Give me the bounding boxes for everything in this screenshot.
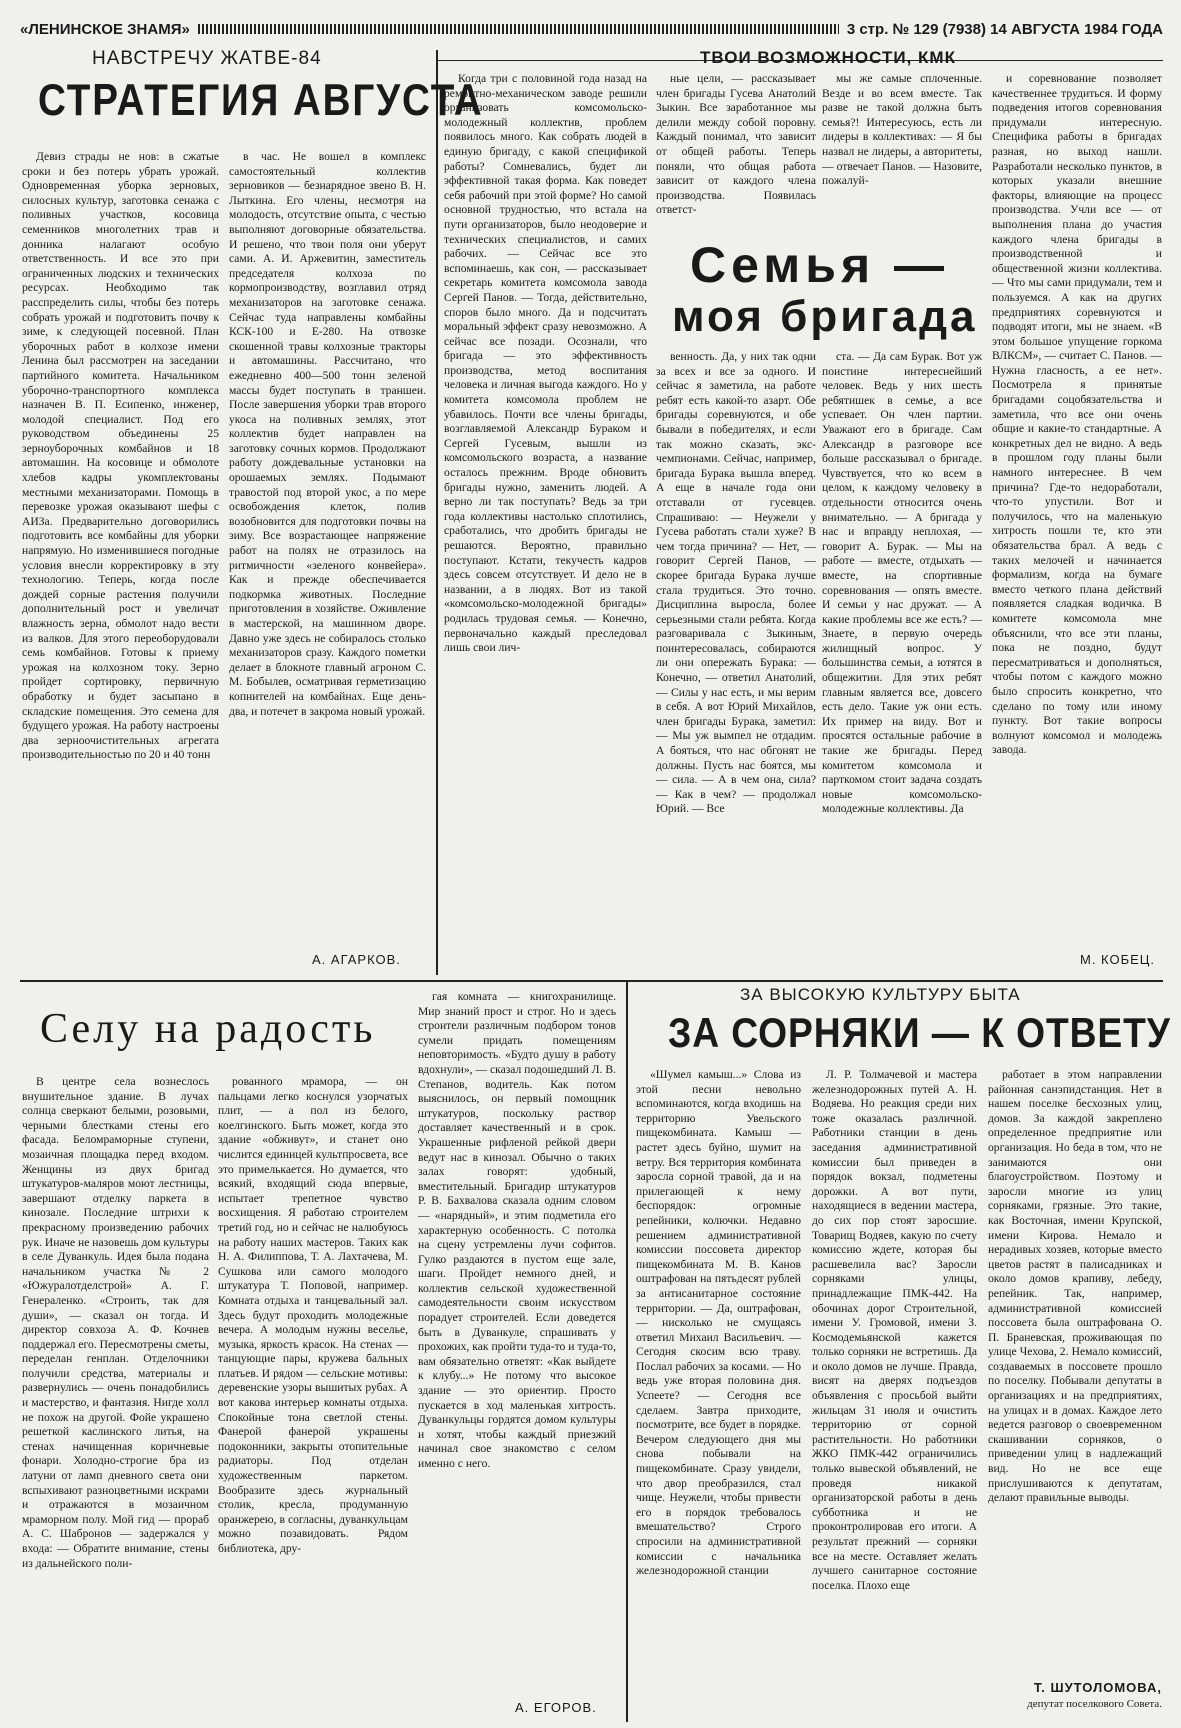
article2-column-2b: венность. Да, у них так одни за всех и все за одного. И сейчас я заметила, на работе ребят есть какой-то азарт. Обе бригады соревнуются, и обе бывали в победителях, и если так можно сказать, экс-чемпионами. Сейчас, например, бригада Бурака вышла вперед. А еще в начале года они отставали от гусевцев. Спрашиваю: — Неужели у Гусева работать стали хуже? В чем тогда причина? — Нет, — говорит Сергей Панов, — скорее бригада Бурака лучше стала трудиться. Это точно. Дисциплина выросла, более серьезными стали ребята. Когда разговаривала с Зыкиным, поинтересовалась, собираются ли они опережать Бурака: — Конечно, — ответил Анатолий, — Силы у нас есть, и мы верим в себя. А вот Юрий Михайлов, член бригады Бурака, заметил: — Мы уж вымпел не отдадим. А бояться, что нас обгонят не должны. Пусть нас боятся, мы — сила. — А в чем она, сила? — Как в чем? — продолжал Юрий. — Все bbox=[656, 350, 816, 816]
article3-title: Селу на радость bbox=[40, 1006, 376, 1052]
article1-column-2: в час. Не вошел в комплекс самостоятельный коллектив зерновиков — безнарядное звено В. Н. Лыткина. Его члены, несмотря на молодость, отсутствие опыта, с честью выполняют договорные обязательства. И решено, что твои поля они уберут сами. А. И. Аржевитин, заместитель председателя колхоза по кормопроизводству, возглавил отряд механизаторов на заготовке сенажа. Сейчас туда направлены комбайны КСК-100 и Е-280. На отвозке скошенной травы колхозные тракторы и автомашины. Рассчитано, что ежедневно 400—500 тонн зеленой массы будет поступать в траншеи. После завершения уборки трав второго укоса на поливных землях, этот коллектив будет направлен на заготовку сочных кормов. Продолжают работу дождевальные установки на орошаемых землях. Подымают травостой под второй укос, а по мере освобождения клеток, полив возобновится для подготовки почвы на зиму. Все возрастающее напряжение работ на полях не отразилось на ритмичности «зеленого конвейера». Как и прежде обеспечивается подкормка животных. Последние приготовления в хозяйстве. Оживление в мастерской, на машинном дворе. Давно уже здесь не собиралось столько механизаторов сразу. Каждого пометки делает в блокноте главный агроном С. М. Бобылев, осматривая герметизацию копнителей на комбайнах. Еще день-два, и потечет в закрома новый урожай. bbox=[229, 150, 426, 718]
article1-kicker: НАВСТРЕЧУ ЖАТВЕ-84 bbox=[92, 48, 322, 69]
article2-column-4: и соревнование позволяет качественнее трудиться. И форму подведения итогов соревнования придумали интересную. Специфика работы в бригадах разная, но выход нашли. Разработали несколько пунктов, в которых указали внешние факторы, влияющие на процесс производства. Учли все — от выполнения плана до участия каждого члена бригады в производственной и общественной жизни коллектива. — Что мы сами придумали, тем и пользуемся. А как на других предприятиях соревнуются и подводят итоги, мы не знаем. «В этом большое упущение горкома ВЛКСМ», — считает С. Панов. — Нужна гласность, а ее нет». Посмотрела я принятые бригадами соцобязательства и заметила, что все они очень общие и какие-то стандартные. А конкретных дел не видно. А ведь в прошлом году планы были намного интереснее. В чем причина? Где-то недоработали, что-то упустили. Вот и получилось, что на маленькую хитрость пошли те, кто эти обязательства брал. А ведь с таких мелочей и начинается формализм, когда на бумаге вместо четкого плана действий появляется сладкая водичка. В комитете комсомола мне объяснили, что все эти планы, пока не поздно, будут пересматриваться и дополняться, чтобы потом с каждого можно было спросить конкретно, что сделано по тому или иному пункту. Вот такие вопросы волнуют комсомол и молодежь завода. bbox=[992, 72, 1162, 757]
article2-column-1: Когда три с половиной года назад на ремонтно-механическом заводе решили организовать комсомольско-молодежный коллектив, проблем появилось много. Как собрать людей в единую бригаду, с какой спецификой работы? Сомневались, будет ли эффективной такая форма. Как поведет себя рабочий при этой форме? Но самой основной трудностью, что встала на пути организаторов, было неодоверие и технических специалистов, и самих рабочих. — Сейчас все это вспоминаешь, как сон, — рассказывает секретарь комитета комсомола завода Сергей Панов. — Тогда, действительно, споров было много. Да и подсчитать моральный эффект сразу невозможно. А сейчас все позади. Осознали, что бригада — это эффективность производства, метод воспитания человека и личная выгода каждого. Но у комитета комсомола проблем не убавилось. Почти все члены бригады, возглавляемой Александр Бураком и Сергей Гусевым, вышли из комсомольского возраста, а название осталось прежним. Вроде обновить бригады нужно, заменить людей. А верно ли так поступать? Ведь за три года коллективы настолько сплотились, сработались, что дробить бригады не решаются. Вероятно, правильно поступают. Кстати, текучесть кадров здесь совсем отсутствует. И дело не в названии, а в людях. Вот из такой «комсомольско-молодежной бригады» родилась трудовая семья. — Конечно, первоначально каждый преследовал лишь свои лич- bbox=[444, 72, 647, 655]
divider-bottom bbox=[626, 982, 628, 1722]
paper-name: «ЛЕНИНСКОЕ ЗНАМЯ» bbox=[20, 20, 190, 38]
article2-column-2a: ные цели, — рассказывает член бригады Гусева Анатолий Зыкин. Все заработанное мы делили между собой поровну. Каждый понимал, что зависит от общей работы. Теперь поняли, что общая работа зависит от каждого члена производства. Появилась ответст- bbox=[656, 72, 816, 217]
article2-kicker: ТВОИ ВОЗМОЖНОСТИ, КМК bbox=[700, 48, 956, 67]
divider-top bbox=[436, 50, 438, 975]
article3-column-1: В центре села вознеслось внушительное здание. В лучах солнца сверкают белыми, розовыми, черными блестками стены его фасада. Беломраморные ступени, мозаичная площадка перед входом. Женщины из двух бригад штукатуров-маляров моют лестницы, завершают отделку паркета в кинозале. Последние штрихи к прекрасному произведению рабочих рук. Иначе не назовешь дом культуры в селе Дуванкуль. Идея была подана начальником участка № 2 «Южуралотделстрой» А. Г. Генераленко. «Строить, так для души», — сказал он тогда. И директор совхоза А. Ф. Кочнев поддержал его. Пересмотрены сметы, переделан генплан. Отделочники получили средства, материалы и развернулись — очень понадобились и мастерство, и фантазия. Нигде холл не похож на другой. Фойе украшено решеткой каслинского литья, на стенах начищенная коричневые фонари. Холодно-строгие бра из латуни от ламп дневного света они вспыхивают разноцветными искрами и отражаются в мозаичном мраморном полу. Мой гид — прораб А. С. Шабронов — задержался у входа: — Обратите внимание, стены из дальнейского поли- bbox=[22, 1075, 209, 1570]
issue-line: 3 стр. № 129 (7938) 14 АВГУСТА 1984 ГОДА bbox=[846, 20, 1163, 38]
masthead bbox=[20, 18, 1163, 40]
article3-signature: А. ЕГОРОВ. bbox=[515, 1700, 597, 1715]
article2-column-3a: мы же самые сплоченные. Везде и во всем вместе. Так разве не такой должна быть семья?! Интересуюсь, есть ли лидеры в коллективах: — Я бы назвал не лидеры, а авторитеты, — отвечает Панов. — Назовите, пожалуй- bbox=[822, 72, 982, 188]
article4-signature-role: депутат поселкового Совета. bbox=[1027, 1698, 1162, 1710]
divider-middle bbox=[20, 980, 1163, 982]
article1-title: СТРАТЕГИЯ АВГУСТА bbox=[38, 75, 484, 125]
article2-signature: М. КОБЕЦ. bbox=[1080, 952, 1156, 967]
masthead-rule bbox=[198, 24, 839, 34]
article4-title: ЗА СОРНЯКИ — К ОТВЕТУ bbox=[668, 1010, 1171, 1057]
article4-column-2: Л. Р. Толмачевой и мастера железнодорожных путей А. Н. Водяева. Но реакция среди них тоже оказалась различной. Работники станции в день заседания административной комиссии был приведен в порядок вокзал, подметены дорожки. А вот пути, находящиеся в ведении мастера, до сих пор стоят заросшие. Товарищ Водяев, какую по счету комиссию ждете, которая бы расшевелила вас? Заросли сорняками улицы, принадлежащие ПМК-442. На обочинах дорог Строительной, имени У. Громовой, имени З. Космодемьянской кажется только сорняки не встретишь. Да и около домов не лучше. Правда, висят на дверях подъездов объявления с просьбой выйти жильцам 31 июля и очистить территорию от сорной растительности. Но работники ЖКО ПМК-442 ограничились только вывеской объявлений, не проведя никакой организаторской работы в день субботника и не проконтролировав его итоги. А результат прежний — сорняки все на месте. Оставляет желать лучшего санитарное состояние поселка. Плохо еще bbox=[812, 1068, 977, 1592]
article2-column-3b: ста. — Да сам Бурак. Вот уж поистине интереснейший человек. Ведь у них шесть ребятишек в семье, а все успевает. Он член партии. Уважают его в бригаде. Сам Александр в разговоре все больше рассказывал о бригаде. Чувствуется, что ко всем в целом, к каждому человеку в отдельности относится очень внимательно. — А бригада у нас и вправду неплохая, — говорит А. Бурак. — Мы на работе — вместе, отдыхать — вместе, на спортивные соревнования — опять вместе. И семьи у нас дружат. — А какие проблемы все же есть? — Знаете, в первую очередь жилищный вопрос. У большинства семьи, а ютятся в общежитии. Для этих ребят главным является все, довсего есть дело. Такие уж они есть. Их пример на виду. Вот и просятся остальные рабочие в такие же бригады. Перед комитетом комсомола и парткомом стоит задача создать новые комсомольско-молодежные коллективы. Да bbox=[822, 350, 982, 816]
article1-signature: А. АГАРКОВ. bbox=[312, 952, 401, 967]
article4-signature: Т. ШУТОЛОМОВА, bbox=[1033, 1680, 1162, 1695]
article3-column-3: гая комната — книгохранилище. Мир знаний прост и строг. Но и здесь строители различным подбором тонов сумели придать помещениям неповторимость. «Будто душу в работу вдохнули», — сказал подошедший Л. В. Степанов, водитель. Как потом выяснилось, он первый помощник штукатуров, поскольку раствор доставляет качественный и в срок. Украшенные рифленой рейкой двери ведут нас в кинозал. Обычно о таких залах говорят: удобный, вместительный. Бригадир штукатуров Р. В. Бахвалова сказала одним словом — «нарядный», и этим подметила его характерную особенность. С потолка на сцену устремлены лучи софитов. Гулко раздаются в пустом еще зале, шаги. Пройдет немного дней, и коллектив сельской художественной самодеятельности своим искусством порадует строителей. Если доведется быть в Дуванкуле, спрашивать у прохожих, как пройти туда-то и туда-то, вам обязательно ответят: «Как выйдете к клубу...» Не потому что высокое здание — это ориентир. Просто пускается в ход маленькая хитрость. Дуванкульцы гордятся домом культуры и хотят, чтобы каждый приезжий начинал свое знакомство с селом именно с него. bbox=[418, 990, 616, 1470]
article4-column-1: «Шумел камыш...» Слова из этой песни невольно вспоминаются, когда входишь на территорию Увельского пищекомбината. Камыш — растет здесь буйно, шумит на ветру. Вся территория комбината заросла сорной травой, да и на прилегающей к нему беспорядок: огромные репейники, колючки. Недавно решением административной комиссии поссовета директор пищекомбината М. В. Канов оштрафован на пятьдесят рублей за антисанитарное состояние территории. — Да, оштрафован, — нисколько не смущаясь ответил Михаил Васильевич. — Сегодня скосим всю траву. Послал рабочих за косами. — Но ведь уже вторая половина дня. Успеете? — Сегодня все сделаем. Завтра приходите, посмотрите, все будет в порядке. Вечером следующего дня мы снова побывали на пищекомбинате. Сразу увидели, что двор преобразился, стал чище. Неужели, чтобы привести его в порядок требовалось вмешательство? Строго спросили на административной комиссии с начальника железнодорожной станции bbox=[636, 1068, 801, 1578]
article4-column-3: работает в этом направлении районная санэпидстанция. Нет в нашем поселке бесхозных улиц, домов. За каждой закреплено определенное предприятие или организация. Но беда в том, что не занимаются они благоустройством. Поэтому и заросли многие из улиц сорняками, грязные. Это такие, как Восточная, имени Крупской, имени Кирова. Немало и нерадивых хозяев, которые вместо цветов растят в палисадниках и около домов крапиву, лебеду, репейник. Так, например, административной комиссией поссовета была оштрафована О. П. Браневская, проживающая по улице Чехова, 2. Немало комиссий, создаваемых в поссовете прошло по поселку. Побывали депутаты в организациях и на предприятиях, на улицах и в домах. Каждое лето ведется разговор о своевременном скашивании сорняков, о приведении улиц в надлежащий вид. Но не все еще прислушиваются к депутатам, делают правильные выводы. bbox=[988, 1068, 1162, 1505]
article3-column-2: рованного мрамора, — он пальцами легко коснулся узорчатых плит, — а пол из белого, коелгинского. Быть может, когда это здание «обживут», и станет оно числится единицей культпросвета, все это примелькается. Но думается, что всякий, входящий сюда впервые, испытает трепетное чувство восхищения. Я работаю строителем третий год, но и сейчас не налюбуюсь на работу наших мастеров. Таких как Н. А. Филиппова, Т. А. Лахтачева, М. Сушкова или самого молодого штукатура Т. Поповой, например. Комната отдыха и танцевальный зал. Здесь будут проходить молодежные вечера. А молодым нужны веселье, музыка, яркость красок. На стенах — танцующие пары, кружева бальных платьев. И рядом — сельские мотивы: деревенские узоры вышитых рубах. А вот какова интерьер комнаты отдыха. Спокойные тона светлой стены. Фанерой фанерой украшены подоконники, закрыты отопительные радиаторы. Под отделан художественным паркетом. Вообразите здесь журнальный столик, кресла, продуманную оранжерею, в согласны, дуванкульцам можно позавидовать. Рядом библиотека, дру- bbox=[218, 1075, 408, 1555]
article1-column-1: Девиз страды не нов: в сжатые сроки и без потерь убрать урожай. Одновременная уборка зерновых, силосных культур, заготовка сенажа с поливных участков, косовица семенников многолетних трав и донника налагают особую ответственность. И все это при ограниченных людских и технических ресурсах. Необходимо так расспределить силы, чтобы без потерь собрать урожай и подготовить почву к зиме, к следующей посевной. План уборочных работ в колхозе имени Ленина был рассмотрен на заседании партийного комитета. Начальником уборочно-транспортного комплекса назначен В. П. Есипенко, инженер, молодой специалист. Под его руководством объединены 25 зерноуборочных комбайнов и 18 автомашин. На косовице и обмолоте хлебов кадры укомплектованы местными механизаторами. Помощь в перевозке урожая оказывают шефы с АИЗа. Предварительно договорились подготовить все комбайны для уборки напрямую. Но изменившиеся погодные условия внесли корректировку в эту технологию. Теперь, когда после дождей сорные растения получили дополнительный рост и увеличат влажность зерна, обмолот надо вести из валков. Для этого переоборудовали семь комбайнов. Готовы к приему урожая на колхозном току. Зерно пройдет сортировку, первичную обработку и будет засыпано в складские помещения. Это семена для будущего урожая. На работу настроены два зерноочистительных агрегата производительностью по 20 и 40 тонн bbox=[22, 150, 219, 762]
article4-kicker: ЗА ВЫСОКУЮ КУЛЬТУРУ БЫТА bbox=[740, 985, 1021, 1004]
article2-title-line2: моя бригада bbox=[672, 292, 978, 341]
article2-title-line1: Семья — bbox=[690, 237, 950, 293]
